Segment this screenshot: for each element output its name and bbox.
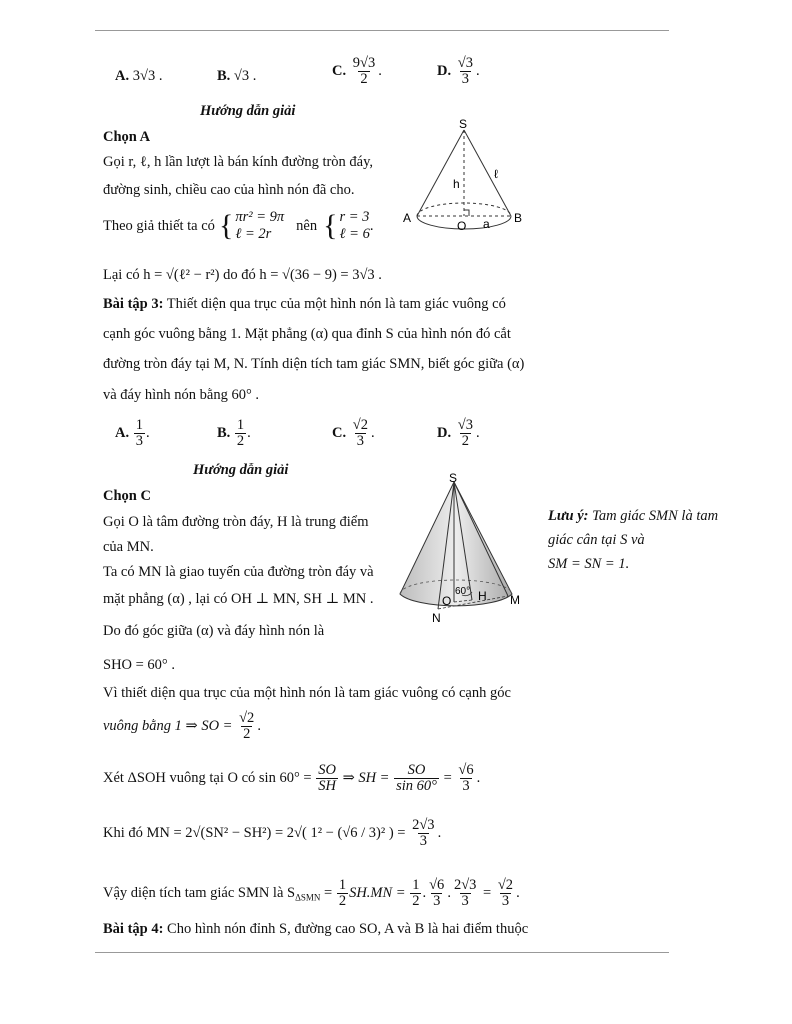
exercise-3-line-1: Bài tập 3: Thiết diện qua trục của một hình nón là tam giác vuông có	[103, 296, 506, 312]
sol2-line-11: Vậy diện tích tam giác SMN là $S_{\Delta SMN}$ = $\frac{1}{2}$ SH.MN = $\frac{1}{2}$ . $\frac{√6}{3}$ . $\frac{2√3}{3}$ = $\frac{√2}{3}$ .	[103, 877, 520, 909]
sol2-line-7: Vì thiết diện qua trục của một hình nón là tam giác vuông có cạnh góc	[103, 685, 511, 701]
side-note-line-2: giác cân tại S và	[548, 532, 645, 548]
option-d: D. $\frac{√3}{3}$ .	[437, 55, 480, 87]
option-b-2: B. $\frac{1}{2}$ .	[217, 417, 251, 449]
fig2-label-n: N	[432, 611, 441, 625]
fig2-label-h: H	[478, 589, 487, 603]
sol2-line-2: của MN.	[103, 539, 154, 555]
sol2-line-3: Ta có MN là giao tuyến của đường tròn đáy và	[103, 564, 374, 580]
exercise-4-line-1: Bài tập 4: Cho hình nón đỉnh S, đường cao SO, A và B là hai điểm thuộc	[103, 921, 529, 937]
fig1-label-o: O	[457, 219, 467, 233]
solution-heading-1: Hướng dẫn giải	[200, 103, 296, 119]
solution-heading-2: Hướng dẫn giải	[193, 462, 289, 478]
fig1-label-h: h	[453, 177, 460, 191]
cone-figure-1	[398, 118, 538, 248]
exercise-3-line-4: và đáy hình nón bằng 60° .	[103, 387, 260, 403]
fig1-label-l: ℓ	[494, 167, 498, 181]
exercise-3-line-3: đường tròn đáy tại M, N. Tính diện tích tam giác SMN, biết góc giữa (α)	[103, 356, 525, 372]
option-b: B. √3 .	[217, 68, 257, 84]
top-rule	[95, 30, 669, 31]
fig2-label-m: M	[510, 593, 520, 607]
sol1-line-4: Lại có h = √(ℓ² − r²) do đó h = √(36 − 9) = 3√3 .	[103, 267, 382, 283]
option-c: C. $\frac{9√3}{2}$ .	[332, 55, 382, 87]
option-a-2: A. $\frac{1}{3}$ .	[115, 417, 150, 449]
option-c-2: C. $\frac{√2}{3}$ .	[332, 417, 375, 449]
solution-choice-1: Chọn A	[103, 129, 151, 145]
sol2-line-5: Do đó góc giữa (α) và đáy hình nón là	[103, 623, 325, 639]
sol2-line-8: vuông bằng 1 ⇒ SO = $\frac{√2}{2}$ .	[103, 710, 261, 742]
fig2-label-o: O	[442, 594, 452, 608]
fig1-label-radius: a	[483, 217, 490, 231]
side-note-line-3: SM = SN = 1.	[548, 556, 630, 572]
sol2-line-10: Khi đó MN = 2√(SN² − SH²) = 2√( 1² − (√6 / 3)² ) = $\frac{2√3}{3}$ .	[103, 817, 442, 849]
sol1-line-1: Gọi r, ℓ, h lần lượt là bán kính đường tròn đáy,	[103, 154, 374, 170]
fig1-label-b: B	[514, 211, 523, 225]
solution-choice-2: Chọn C	[103, 488, 151, 504]
sol1-line-3: Theo giả thiết ta có { πr² = 9π ℓ = 2r nên { r = 3 ℓ = 6 .	[103, 209, 374, 242]
sol2-line-6: SHO = 60° .	[103, 657, 175, 673]
sol2-line-1: Gọi O là tâm đường tròn đáy, H là trung điểm	[103, 514, 369, 530]
sol1-line-2: đường sinh, chiều cao của hình nón đã cho.	[103, 182, 355, 198]
bottom-rule	[95, 952, 669, 953]
option-d-2: D. $\frac{√3}{2}$ .	[437, 417, 480, 449]
cone-figure-2	[392, 472, 532, 627]
option-a: A. 3√3 .	[115, 68, 163, 84]
sol2-line-9: Xét ΔSOH vuông tại O có sin 60° = $\frac{SO}{SH}$ ⇒ SH = $\frac{SO}{\sin 60^\circ}$ = $\frac{√6}{3}$ .	[103, 762, 481, 794]
sol2-line-4: mặt phẳng (α) , lại có OH ⊥ MN, SH ⊥ MN .	[103, 591, 374, 607]
fig1-label-s: S	[459, 118, 468, 131]
fig2-label-s: S	[449, 472, 458, 485]
fig1-label-a: A	[403, 211, 412, 225]
fig2-label-angle: 60°	[455, 586, 471, 597]
side-note-line-1: Lưu ý: Tam giác SMN là tam	[548, 508, 719, 524]
exercise-3-line-2: cạnh góc vuông bằng 1. Mặt phẳng (α) qua đỉnh S của hình nón đó cắt	[103, 326, 511, 342]
